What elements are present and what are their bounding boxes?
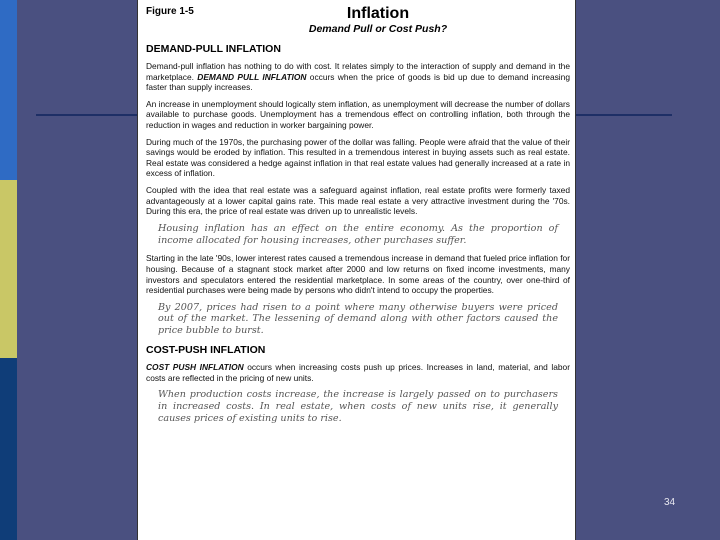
- document-title: Inflation: [346, 5, 410, 22]
- callout-quote: By 2007, prices had risen to a point where many otherwise buyers were priced out of the market. The lessening of demand along with other factors caused the price bubble to burst.: [158, 301, 558, 337]
- callout-quote: Housing inflation has an effect on the entire economy. As the proportion of income allocated for housing increases, other purchases suffer.: [158, 222, 558, 246]
- paragraph-text: occurs when the price of goods is bid up due to demand increasing faster than supply increases.: [146, 71, 570, 93]
- paragraph: During much of the 1970s, the purchasing power of the dollar was falling. People were afraid that the value of their savings would be eroded by inflation. This resulted in a tremendous interest in buying assets such as real estate. Real estate was considered a hedge against inflation in that real estate values had generally increased at a rate in excess of inflation.: [146, 136, 570, 179]
- section-heading-cost-push: COST-PUSH INFLATION: [146, 344, 266, 357]
- term-emphasis: DEMAND PULL INFLATION: [197, 71, 307, 82]
- paragraph-text: occurs when increasing costs push up prices. Increases in land, material, and labor costs are reflected in the pricing of new units.: [146, 362, 570, 383]
- figure-label: Figure 1-5: [146, 6, 194, 17]
- accent-stripe-blue: [0, 0, 17, 180]
- paragraph: An increase in unemployment should logically stem inflation, as unemployment will decrease the number of dollars available to purchase goods. Unemployment has a tremendous effect on controlling inflation, both through the reduction in wages and reduction in worker bargaining power.: [146, 98, 570, 130]
- document-subtitle: Demand Pull or Cost Push?: [308, 23, 448, 35]
- paragraph: [146, 362, 570, 383]
- accent-stripe-yellow: [0, 180, 17, 358]
- paragraph: Coupled with the idea that real estate was a safeguard against inflation, real estate profits were formerly taxed advantageously at a lower capital gains rate. This made real estate a very attractive investment during the '70s. During this era, the price of real estate was driven up to unrealistic levels.: [146, 184, 570, 217]
- callout-quote: When production costs increase, the increase is largely passed on to purchasers in increased costs. In real estate, when costs of new units rise, it generally causes prices of existing units to rise.: [158, 389, 558, 424]
- paragraph-text: Demand-pull inflation has nothing to do with cost. It relates simply to the interaction of supply and demand in the marketplace.: [146, 61, 570, 82]
- accent-stripe-navy: [0, 358, 17, 540]
- document-page: [137, 0, 576, 540]
- paragraph: Starting in the late '90s, lower interest rates caused a tremendous increase in demand that fueled price inflation for housing. Because of a stagnant stock market after 2000 and low returns on fixed income investments, many investors and speculators entered the residential marketplace. In some areas of the country, over one-third of residential purchases were being made by persons who didn't intend to occupy the properties.: [146, 253, 570, 296]
- page-number: 34: [664, 497, 676, 508]
- document-content: [146, 4, 570, 432]
- paragraph: [146, 61, 570, 93]
- section-heading-demand-pull: DEMAND-PULL INFLATION: [146, 43, 281, 55]
- term-emphasis: COST PUSH INFLATION: [146, 362, 244, 373]
